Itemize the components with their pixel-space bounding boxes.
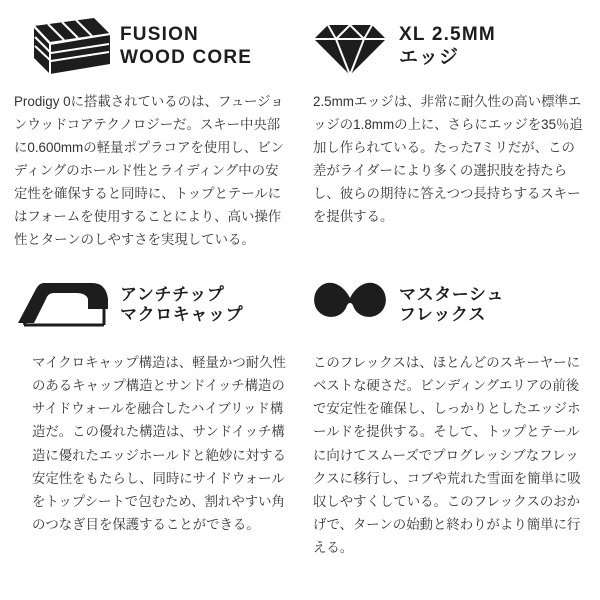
feature-title-line-1: アンチチップ — [120, 284, 225, 304]
feature-title-line-2: マクロキャップ — [120, 305, 244, 325]
diamond-icon — [311, 10, 389, 82]
feature-title — [120, 23, 252, 69]
macro-cap-profile-icon — [14, 269, 110, 341]
feature-title-line-1: FUSION — [120, 23, 199, 45]
feature-title-line-2: フレックス — [399, 305, 486, 325]
feature-card-fusion-wood-core — [8, 10, 295, 251]
layered-wood-core-icon — [14, 10, 110, 82]
feature-card-mustache-flex — [305, 255, 592, 558]
feature-header — [14, 10, 289, 82]
feature-body: 2.5mmエッジは、非常に耐久性の高い標準エッジの1.8mmの上に、さらにエッジを35％追加し作られている。たった7ミリだが、この差がライダーにより多くの選択肢を持たらし、彼らの期待に答えつつ長持ちするスキーを提供する。 — [313, 94, 583, 225]
feature-title-line-1: XL 2.5MM — [399, 23, 496, 45]
feature-card-xl-edge — [305, 10, 592, 251]
feature-body: このフレックスは、ほとんどのスキーヤーにベストな硬さだ。ビンディングエリアの前後で安定性を確保し、しっかりとしたエッジホールドを提供する。そして、トップとテールに向けてスムーズでプログレッシブなフレックスに移行し、コブや荒れた雪面を簡単に吸収しやすくしている。このフレックスのおかげで、ターンの始動と終わりがより簡単に行える。 — [313, 355, 581, 555]
feature-body: マイクロキャップ構造は、軽量かつ耐久性のあるキャップ構造とサンドイッチ構造のサイドウォールを融合したハイブリッド構造だ。この優れた構造は、サンドイッチ構造に優れたエッジホールドと絶妙に対する安定性をもたらし、同時にサイドウォールをトップシートで包むため、割れやすい角のつなぎ目を保護することができる。 — [32, 355, 286, 532]
feature-title — [399, 285, 504, 326]
feature-title-line-2: エッジ — [399, 47, 460, 68]
feature-title — [399, 23, 496, 69]
feature-title — [120, 285, 243, 326]
feature-header — [14, 265, 289, 345]
feature-header — [311, 265, 586, 345]
mustache-icon — [311, 269, 389, 341]
feature-grid — [8, 10, 592, 559]
feature-body: Prodigy 0に搭載されているのは、フュージョンウッドコアテクノロジーだ。スキー中央部に0.600mmの軽量ポプラコアを使用し、ビンディングのホールド性とライディング中の安定性を確保すると同時に、トップとテールにはフォームを使用することにより、高い操作性とターンのしやすさを実現している。 — [14, 94, 285, 248]
feature-card-anti-chip-macro-cap — [8, 255, 295, 558]
feature-header — [311, 10, 586, 82]
feature-title-line-1: マスターシュ — [399, 284, 504, 304]
feature-title-line-2: WOOD CORE — [120, 47, 253, 68]
